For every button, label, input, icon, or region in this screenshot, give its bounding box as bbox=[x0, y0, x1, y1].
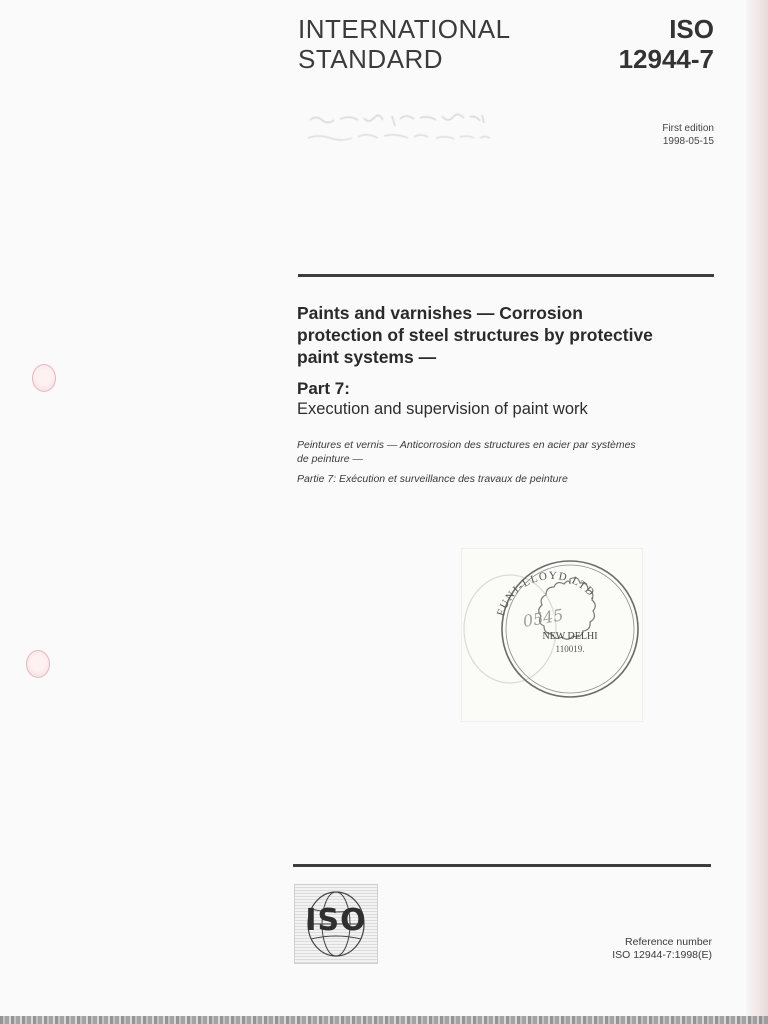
edition-label: First edition bbox=[662, 123, 714, 134]
reference-block bbox=[612, 936, 712, 962]
faded-handwriting bbox=[300, 110, 510, 155]
iso-logo bbox=[294, 884, 378, 964]
french-title-line2: de peinture — bbox=[297, 453, 363, 465]
title-block bbox=[297, 302, 717, 486]
company-stamp bbox=[462, 549, 642, 721]
main-title-line2: protection of steel structures by protective bbox=[297, 325, 653, 345]
edition-date: 1998-05-15 bbox=[662, 136, 714, 147]
part-label: Part 7: bbox=[297, 379, 350, 398]
french-title bbox=[297, 438, 707, 466]
document-type-line2: STANDARD bbox=[298, 44, 444, 74]
stamp-ring-text: FUNJ-LLOYD LTD. bbox=[494, 569, 601, 618]
standard-number: 12944-7 bbox=[618, 44, 714, 74]
punch-hole-mark bbox=[26, 650, 50, 678]
reference-label: Reference number bbox=[625, 936, 712, 948]
standard-designation bbox=[619, 14, 714, 74]
page-edge-shadow bbox=[746, 0, 768, 1024]
scan-edge-strip bbox=[0, 1016, 768, 1024]
footer-divider bbox=[293, 864, 711, 867]
iso-logo-text: ISO bbox=[305, 903, 367, 938]
french-title-line1: Peintures et vernis — Anticorrosion des structures en acier par systèmes bbox=[297, 439, 636, 451]
punch-hole-mark bbox=[32, 364, 56, 392]
stamp-handwritten-number: 0545 bbox=[521, 605, 565, 631]
iso-label: ISO bbox=[669, 14, 714, 44]
title-divider bbox=[298, 274, 714, 277]
french-part-title: Partie 7: Exécution et surveillance des travaux de peinture bbox=[297, 473, 568, 485]
document-type-line1: INTERNATIONAL bbox=[298, 14, 511, 44]
stamp-postcode: 110019. bbox=[555, 644, 585, 654]
main-title bbox=[297, 302, 717, 368]
main-title-line1: Paints and varnishes — Corrosion bbox=[297, 303, 583, 323]
stamp-city: NEW DELHI bbox=[542, 631, 598, 642]
part-subtitle: Execution and supervision of paint work bbox=[297, 400, 588, 418]
main-title-line3: paint systems — bbox=[297, 347, 437, 367]
edition-info bbox=[662, 122, 714, 148]
reference-number: ISO 12944-7:1998(E) bbox=[612, 949, 712, 961]
document-type bbox=[298, 14, 511, 74]
